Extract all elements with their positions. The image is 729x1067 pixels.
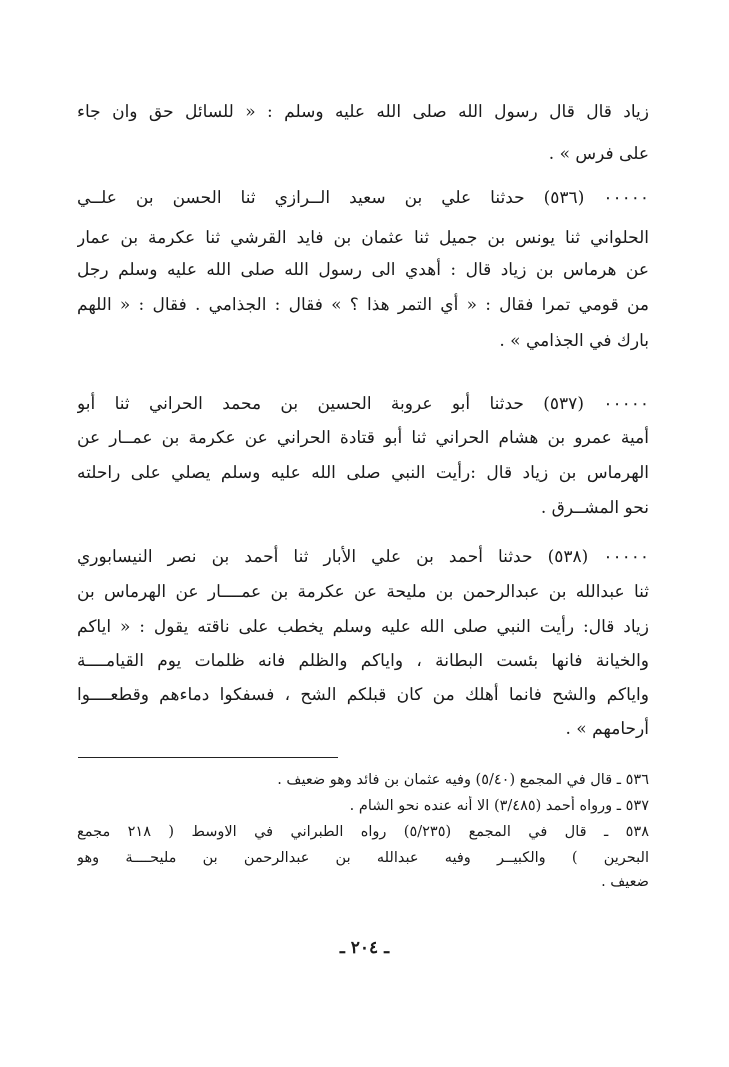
footnote-538-end: ضعيف . bbox=[601, 874, 649, 890]
body-line: زياد قال: رأيت النبي صلى الله عليه وسلم يخطب على ناقته يقول : « اياكم bbox=[77, 617, 649, 637]
body-line: من قومي تمرا فقال : « أي التمر هذا ؟ » فقال : الجذامي . فقال : « اللهم bbox=[77, 295, 649, 315]
body-line: الحلواني ثنا يونس بن جميل ثنا عثمان بن فايد القرشي ثنا عكرمة بن عمار bbox=[77, 228, 649, 248]
body-line: والخيانة فانها بئست البطانة ، واياكم والظلم فانه ظلمات يوم القيامــــة bbox=[77, 651, 649, 671]
body-line: واياكم والشح فانما أهلك من كان قبلكم الشح ، فسفكوا دماءهم وقطعــــوا bbox=[77, 685, 649, 705]
body-line: أرحامهم » . bbox=[565, 719, 649, 739]
body-line: عن هرماس بن زياد قال : أهدي الى رسول الله صلى الله عليه وسلم رجل bbox=[77, 260, 649, 280]
body-line: بارك في الجذامي » . bbox=[499, 331, 649, 351]
body-line-hadith-538: ٠٠٠٠٠ (٥٣٨) حدثنا أحمد بن علي الأبار ثنا أحمد بن نصر النيسابوري bbox=[77, 547, 649, 567]
footnote-536: ٥٣٦ ـ قال في المجمع (٥/٤٠) وفيه عثمان بن فائد وهو ضعيف . bbox=[277, 772, 649, 788]
footnote-538-cont: البحرين ) والكبيــر وفيه عبدالله بن عبدالرحمن بن مليحــــة وهو bbox=[77, 850, 649, 866]
body-line: على فرس » . bbox=[548, 144, 649, 164]
body-line: ثنا عبدالله بن عبدالرحمن بن مليحة عن عكرمة بن عمــــار عن الهرماس بن bbox=[77, 582, 649, 602]
body-line: الهرماس بن زياد قال :رأيت النبي صلى الله عليه وسلم يصلي على راحلته bbox=[77, 463, 649, 483]
body-line: نحو المشــرق . bbox=[540, 498, 649, 518]
footnote-separator bbox=[78, 757, 338, 758]
body-line-hadith-536: ٠٠٠٠٠ (٥٣٦) حدثنا علي بن سعيد الــرازي ثنا الحسن بن علــي bbox=[77, 188, 649, 208]
body-line-hadith-537: ٠٠٠٠٠ (٥٣٧) حدثنا أبو عروبة الحسين بن محمد الحراني ثنا أبو bbox=[77, 394, 649, 414]
footnote-538: ٥٣٨ ـ قال في المجمع (٥/٢٣٥) رواه الطبراني في الاوسط ( ٢١٨ مجمع bbox=[77, 824, 649, 840]
footnote-537: ٥٣٧ ـ ورواه أحمد (٣/٤٨٥) الا أنه عنده نحو الشام . bbox=[349, 798, 649, 814]
body-line: أمية عمرو بن هشام الحراني ثنا أبو قتادة الحراني عن عكرمة بن عمــار عن bbox=[77, 428, 649, 448]
page-number: ـ ٢٠٤ ـ bbox=[339, 938, 390, 958]
body-line: زياد قال قال رسول الله صلى الله عليه وسلم : « للسائل حق وان جاء bbox=[77, 102, 649, 122]
